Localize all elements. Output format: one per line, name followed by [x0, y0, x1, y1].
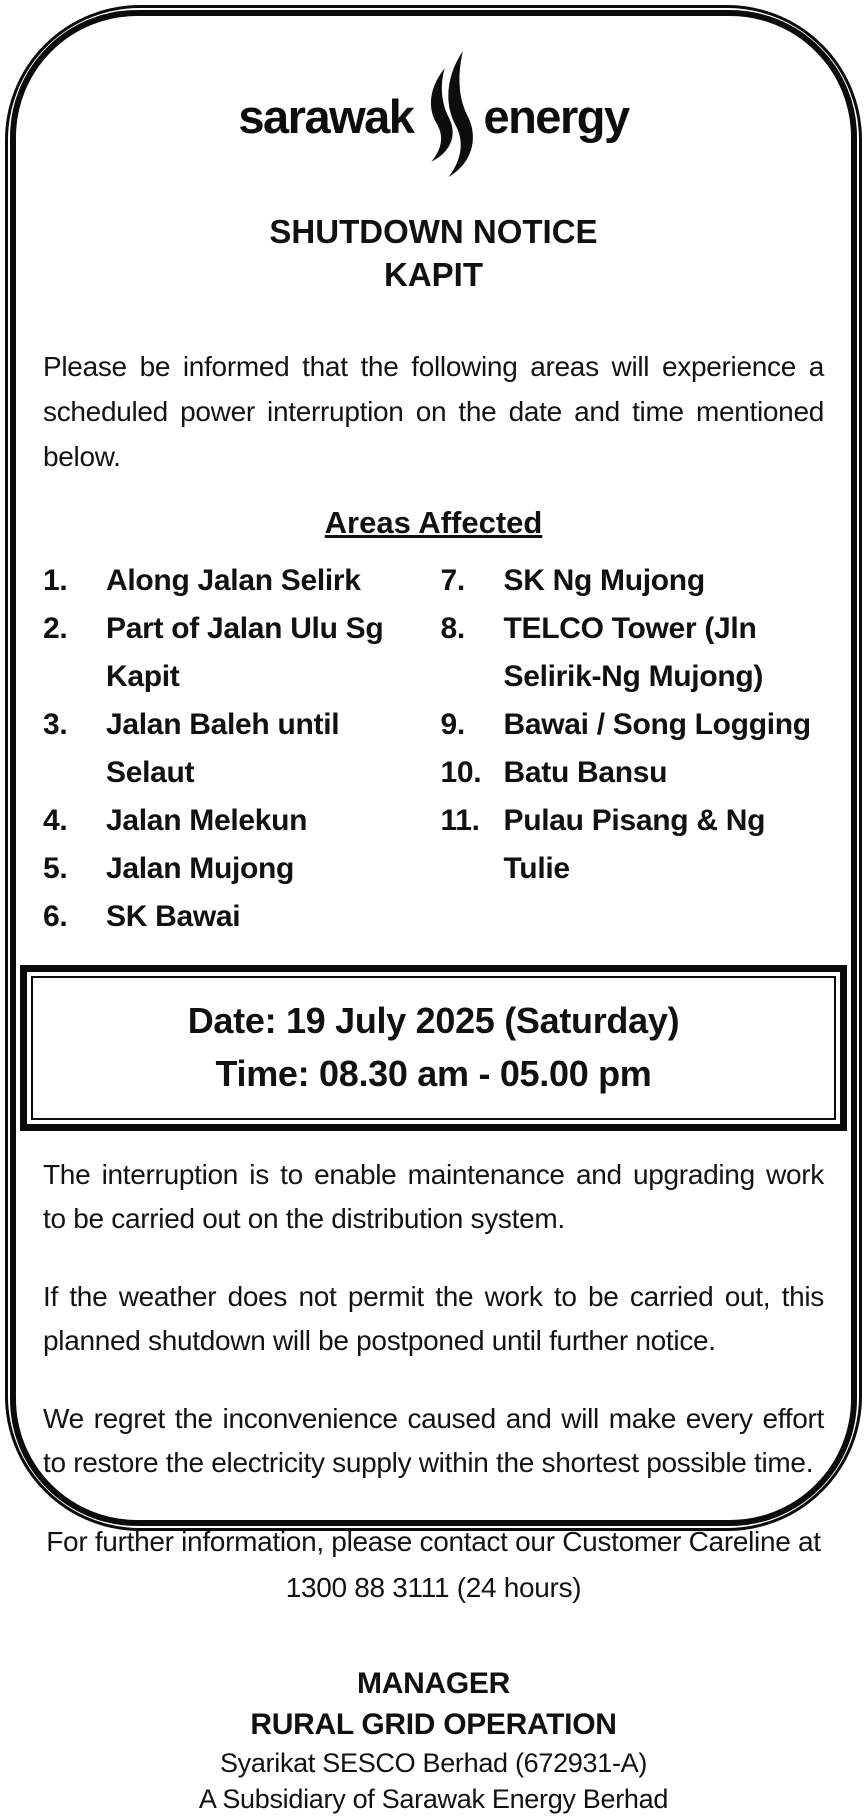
list-item-number: 1.	[43, 564, 68, 597]
signature-manager: MANAGER	[357, 1667, 510, 1700]
careline-contact	[43, 1519, 824, 1611]
list-item	[43, 557, 427, 605]
sarawak-energy-logo	[16, 42, 851, 190]
schedule-box-outer	[20, 965, 847, 1131]
list-item	[441, 557, 825, 605]
list-item-label: Jalan Mujong	[106, 852, 295, 885]
signature-subsidiary: A Subsidiary of Sarawak Energy Berhad	[198, 1784, 669, 1814]
notice-title	[16, 210, 851, 296]
paragraph-regret: We regret the inconvenience caused and will make every effort to restore the electricity supply within the shortest possible time.	[43, 1403, 824, 1478]
paragraph-weather: If the weather does not permit the work to be carried out, this planned shutdown will be postponed until further notice.	[43, 1281, 824, 1356]
list-item-label: Pulau Pisang & Ng Tulie	[503, 804, 766, 885]
careline-number: 1300 88 3111 (24 hours)	[285, 1572, 582, 1603]
list-item-label: SK Ng Mujong	[503, 564, 705, 597]
areas-column-left	[43, 557, 427, 941]
list-item-number: 6.	[43, 900, 68, 933]
areas-affected-list	[16, 557, 851, 941]
list-item-label: Bawai / Song Logging	[503, 708, 811, 741]
list-item-number: 5.	[43, 852, 68, 885]
list-item-number: 3.	[43, 708, 68, 741]
inner-frame-border	[10, 10, 857, 1814]
flame-swirl-icon	[419, 42, 481, 190]
list-item-number: 2.	[43, 612, 68, 645]
list-item	[441, 605, 825, 701]
list-item-number: 7.	[440, 564, 465, 597]
schedule-date: Date: 19 July 2025 (Saturday)	[187, 1000, 680, 1041]
list-item-number: 4.	[43, 804, 68, 837]
list-item-label: SK Bawai	[106, 900, 241, 933]
list-item-number: 11.	[440, 804, 480, 837]
signature-company: Syarikat SESCO Berhad (672931-A)	[219, 1748, 648, 1778]
schedule-time: Time: 08.30 am - 05.00 pm	[215, 1053, 652, 1094]
outer-frame-border	[5, 5, 862, 1814]
list-item	[43, 605, 427, 701]
signature-department: RURAL GRID OPERATION	[250, 1708, 617, 1741]
list-item	[43, 701, 427, 797]
list-item-number: 9.	[440, 708, 465, 741]
body-copy	[16, 1153, 851, 1611]
intro-paragraph: Please be informed that the following areas will experience a scheduled power interruption on the date and time mentioned below.	[43, 351, 824, 472]
list-item	[43, 893, 427, 941]
list-item-number: 8.	[440, 612, 465, 645]
list-item-label: Along Jalan Selirk	[106, 564, 361, 597]
list-item	[441, 749, 825, 797]
list-item	[441, 797, 825, 893]
notice-title-line2: KAPIT	[384, 256, 483, 293]
logo-word-energy: energy	[483, 89, 629, 143]
list-item-label: TELCO Tower (Jln Selirik-Ng Mujong)	[503, 612, 764, 693]
areas-column-right	[441, 557, 825, 941]
areas-affected-heading: Areas Affected	[324, 505, 543, 540]
list-item-label: Part of Jalan Ulu Sg Kapit	[106, 612, 384, 693]
list-item	[441, 701, 825, 749]
list-item	[43, 797, 427, 845]
schedule-box	[31, 976, 836, 1120]
careline-line1: For further information, please contact our Customer Careline at	[46, 1526, 821, 1557]
list-item-number: 10.	[440, 756, 482, 789]
notice-title-line1: SHUTDOWN NOTICE	[269, 213, 598, 250]
list-item-label: Jalan Baleh until Selaut	[106, 708, 340, 789]
logo-word-sarawak: sarawak	[238, 89, 414, 143]
signature-block	[16, 1663, 851, 1817]
list-item	[43, 845, 427, 893]
list-item-label: Jalan Melekun	[106, 804, 308, 837]
paragraph-maintenance: The interruption is to enable maintenance and upgrading work to be carried out on the distribution system.	[43, 1159, 824, 1234]
list-item-label: Batu Bansu	[503, 756, 668, 789]
